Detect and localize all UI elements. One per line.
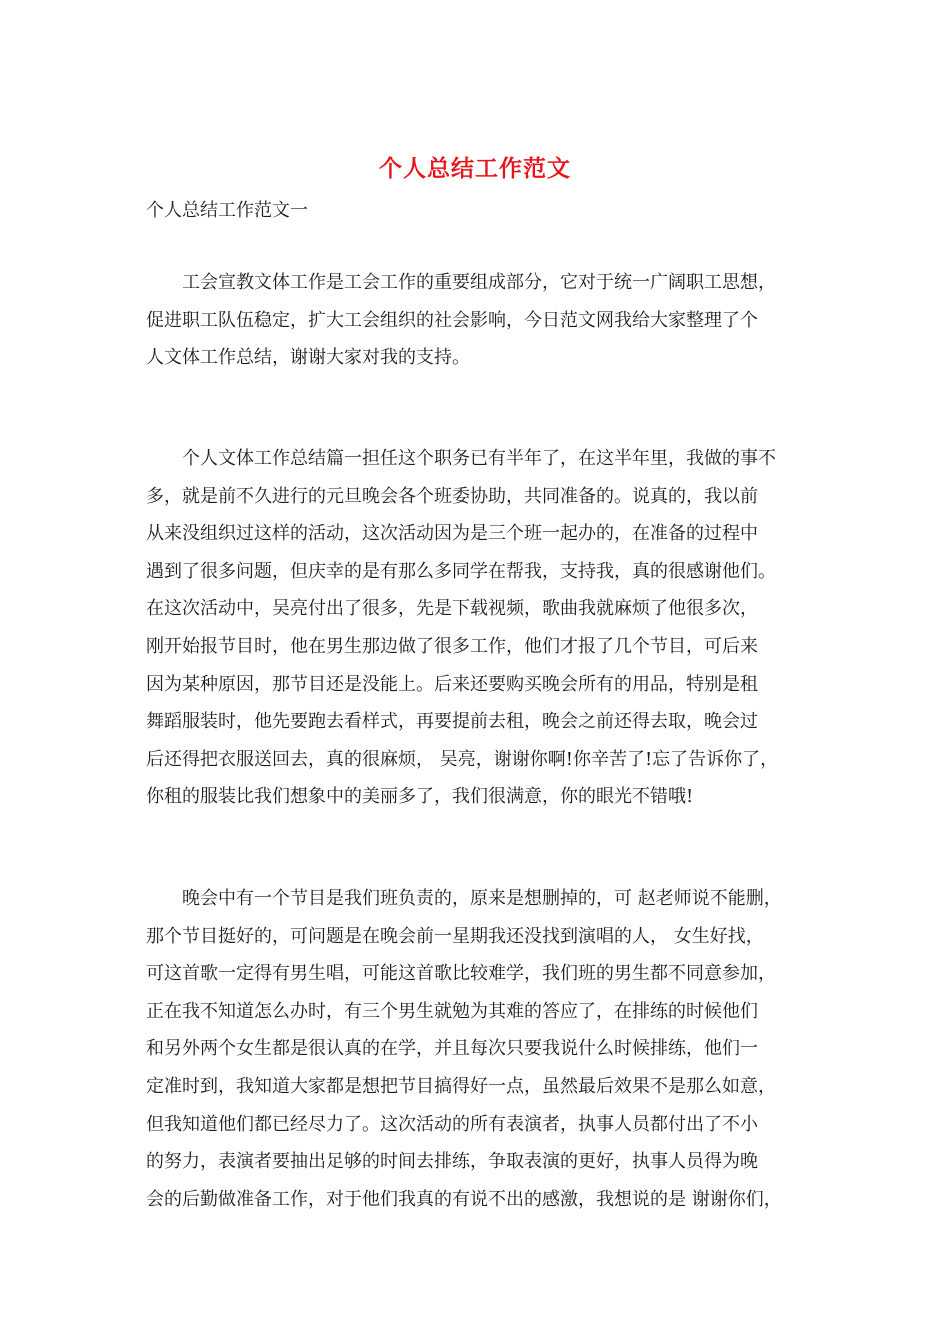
paragraph-line: 晚会中有一个节目是我们班负责的，原来是想删掉的，可 赵老师说不能删，: [146, 888, 782, 909]
paragraph-line: 的努力，表演者要抽出足够的时间去排练，争取表演的更好，执事人员得为晚: [146, 1151, 758, 1173]
paragraph-1: [146, 264, 826, 377]
paragraph-line: 多，就是前不久进行的元旦晚会各个班委协助，共同准备的。说真的，我以前: [146, 485, 758, 507]
paragraph-line: 后还得把衣服送回去，真的很麻烦， 吴亮，谢谢你啊!你辛苦了!忘了告诉你了，: [146, 748, 779, 770]
paragraph-line: 和另外两个女生都是很认真的在学，并且每次只要我说什么时候排练，他们一: [146, 1038, 758, 1060]
document-subtitle: 个人总结工作范文一: [146, 200, 308, 221]
paragraph-line: 遇到了很多问题，但庆幸的是有那么多同学在帮我，支持我，真的很感谢他们。: [146, 560, 776, 582]
document-title: 个人总结工作范文: [379, 155, 571, 182]
paragraph-line: 可这首歌一定得有男生唱，可能这首歌比较难学，我们班的男生都不同意参加，: [146, 963, 776, 985]
paragraph-line: 定准时到，我知道大家都是想把节目搞得好一点，虽然最后效果不是那么如意，: [146, 1075, 776, 1097]
paragraph-line: 从来没组织过这样的活动，这次活动因为是三个班一起办的，在准备的过程中: [146, 523, 758, 545]
paragraph-line: 促进职工队伍稳定，扩大工会组织的社会影响，今日范文网我给大家整理了个: [146, 309, 758, 331]
paragraph-line: 会的后勤做准备工作，对于他们我真的有说不出的感激，我想说的是 谢谢你们，: [146, 1188, 782, 1210]
paragraph-line: 舞蹈服装时，他先要跑去看样式，再要提前去租，晚会之前还得去取，晚会过: [146, 711, 758, 733]
paragraph-line: 你租的服装比我们想象中的美丽多了，我们很满意，你的眼光不错哦!: [146, 786, 694, 808]
paragraph-line: 但我知道他们都已经尽力了。这次活动的所有表演者，执事人员都付出了不小: [146, 1113, 758, 1135]
paragraph-line: 因为某种原因，那节目还是没能上。后来还要购买晚会所有的用品，特别是租: [146, 673, 758, 695]
paragraph-line: 工会宣教文体工作是工会工作的重要组成部分，它对于统一广阔职工思想，: [146, 272, 776, 293]
paragraph-line: 在这次活动中，吴亮付出了很多，先是下载视频，歌曲我就麻烦了他很多次，: [146, 598, 758, 620]
paragraph-line: 人文体工作总结，谢谢大家对我的支持。: [146, 347, 470, 369]
paragraph-2: [146, 440, 826, 816]
paragraph-line: 个人文体工作总结篇一担任这个职务已有半年了，在这半年里，我做的事不: [146, 448, 776, 469]
paragraph-line: 正在我不知道怎么办时，有三个男生就勉为其难的答应了，在排练的时候他们: [146, 1000, 758, 1022]
paragraph-line: 那个节目挺好的，可问题是在晚会前一星期我还没找到演唱的人， 女生好找，: [146, 925, 764, 947]
paragraph-line: 刚开始报节目时，他在男生那边做了很多工作，他们才报了几个节目，可后来: [146, 635, 758, 657]
paragraph-3: [146, 880, 826, 1218]
